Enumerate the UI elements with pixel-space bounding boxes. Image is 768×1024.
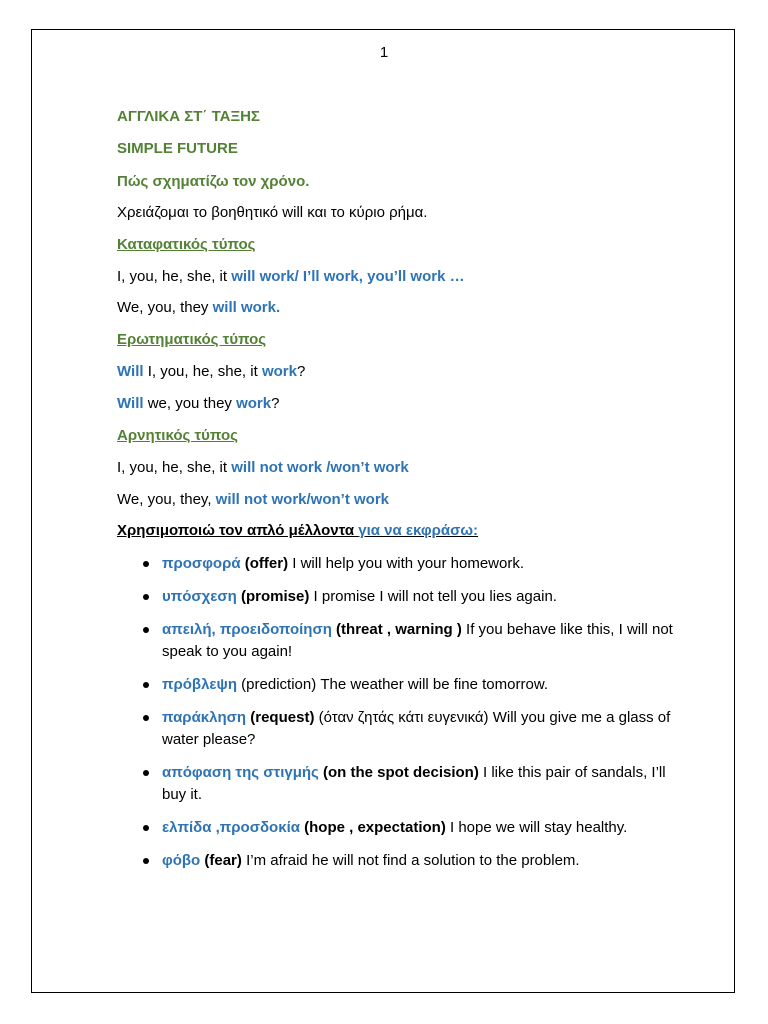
how-formed-text: Χρειάζομαι το βοηθητικό will και το κύριο ρήμα. <box>117 204 428 221</box>
usage-english-term: (fear) <box>200 852 242 869</box>
negative-line-2 <box>117 490 389 510</box>
usage-heading-highlight: για να εκφράσω: <box>358 522 479 539</box>
verb-form: will not work /won’t work <box>231 459 409 476</box>
usage-item <box>135 707 675 751</box>
usage-greek-term: προσφορά <box>162 555 241 572</box>
will-word: Will <box>117 395 144 412</box>
interrogative-line-2 <box>117 394 279 414</box>
usage-english-term: (request) <box>246 709 315 726</box>
usage-list <box>135 553 675 883</box>
usage-english-term: (prediction) <box>237 676 317 693</box>
usage-greek-term: φόβο <box>162 852 201 869</box>
question-mark: ? <box>296 363 306 380</box>
usage-example: I promise I will not tell you lies again. <box>309 588 557 605</box>
usage-heading-text: Χρησιμοποιώ τον απλό μέλλοντα <box>117 522 359 539</box>
usage-greek-term: υπόσχεση <box>162 588 237 605</box>
usage-example: I like this pair of sandals, I’ll buy it. <box>162 764 666 803</box>
usage-greek-term: απόφαση της στιγμής <box>162 764 319 781</box>
verb-form: will work. <box>212 299 281 316</box>
bullet-icon <box>143 715 149 721</box>
bullet-icon <box>143 594 149 600</box>
bullet-icon <box>143 682 149 688</box>
how-formed-heading: Πώς σχηματίζω τον χρόνο. <box>117 173 310 190</box>
usage-greek-term: απειλή, προειδοποίηση <box>162 621 332 638</box>
interrogative-heading: Ερωτηματικός τύπος <box>117 331 267 348</box>
usage-item <box>135 619 675 663</box>
grade-title: ΑΓΓΛΙΚΑ ΣΤ΄ ΤΑΞΗΣ <box>117 108 260 125</box>
usage-english-term: (threat , warning ) <box>331 621 462 638</box>
usage-greek-term: παράκληση <box>162 709 247 726</box>
page-number: 1 <box>379 44 389 61</box>
subject-text: We, you, they <box>117 299 213 316</box>
usage-example: The weather will be fine tomorrow. <box>316 676 548 693</box>
interrogative-line-1 <box>117 362 305 382</box>
usage-item <box>135 850 675 872</box>
bullet-icon <box>143 770 149 776</box>
subject-text: I, you, he, she, it <box>117 459 232 476</box>
usage-greek-term: ελπίδα ,προσδοκία <box>162 819 300 836</box>
verb-form: work <box>236 395 272 412</box>
usage-example: (όταν ζητάς κάτι ευγενικά) Will you give me a glass of water please? <box>162 709 671 748</box>
usage-english-term: (on the spot decision) <box>318 764 479 781</box>
will-word: Will <box>117 363 144 380</box>
affirmative-line-1 <box>117 267 465 287</box>
negative-line-1 <box>117 458 409 478</box>
subject-text: I, you, he, she, it <box>117 268 232 285</box>
verb-form: will not work/won’t work <box>215 491 390 508</box>
usage-example: I hope we will stay healthy. <box>445 819 628 836</box>
usage-item <box>135 762 675 806</box>
usage-item <box>135 817 675 839</box>
usage-english-term: (hope , expectation) <box>299 819 446 836</box>
subject-text: We, you, they, <box>117 491 216 508</box>
verb-form: work <box>261 363 297 380</box>
affirmative-line-2 <box>117 298 280 318</box>
bullet-icon <box>143 627 149 633</box>
usage-example: I’m afraid he will not find a solution to the problem. <box>241 852 580 869</box>
usage-greek-term: πρόβλεψη <box>162 676 238 693</box>
usage-example: I will help you with your homework. <box>288 555 525 572</box>
usage-item <box>135 553 675 575</box>
tense-title: SIMPLE FUTURE <box>117 140 238 157</box>
subject-text: we, you they <box>143 395 237 412</box>
usage-english-term: (promise) <box>236 588 310 605</box>
bullet-icon <box>143 858 149 864</box>
question-mark: ? <box>271 395 280 412</box>
usage-item <box>135 586 675 608</box>
verb-form: will work/ I’ll work, you’ll work … <box>231 268 465 285</box>
bullet-icon <box>143 561 149 567</box>
negative-heading: Αρνητικός τύπος <box>117 427 238 444</box>
usage-english-term: (offer) <box>240 555 289 572</box>
usage-item <box>135 674 675 696</box>
affirmative-heading: Καταφατικός τύπος <box>117 236 256 253</box>
usage-heading <box>117 521 478 541</box>
bullet-icon <box>143 825 149 831</box>
usage-example: If you behave like this, I will not speak to you again! <box>162 621 673 660</box>
subject-text: I, you, he, she, it <box>143 363 262 380</box>
